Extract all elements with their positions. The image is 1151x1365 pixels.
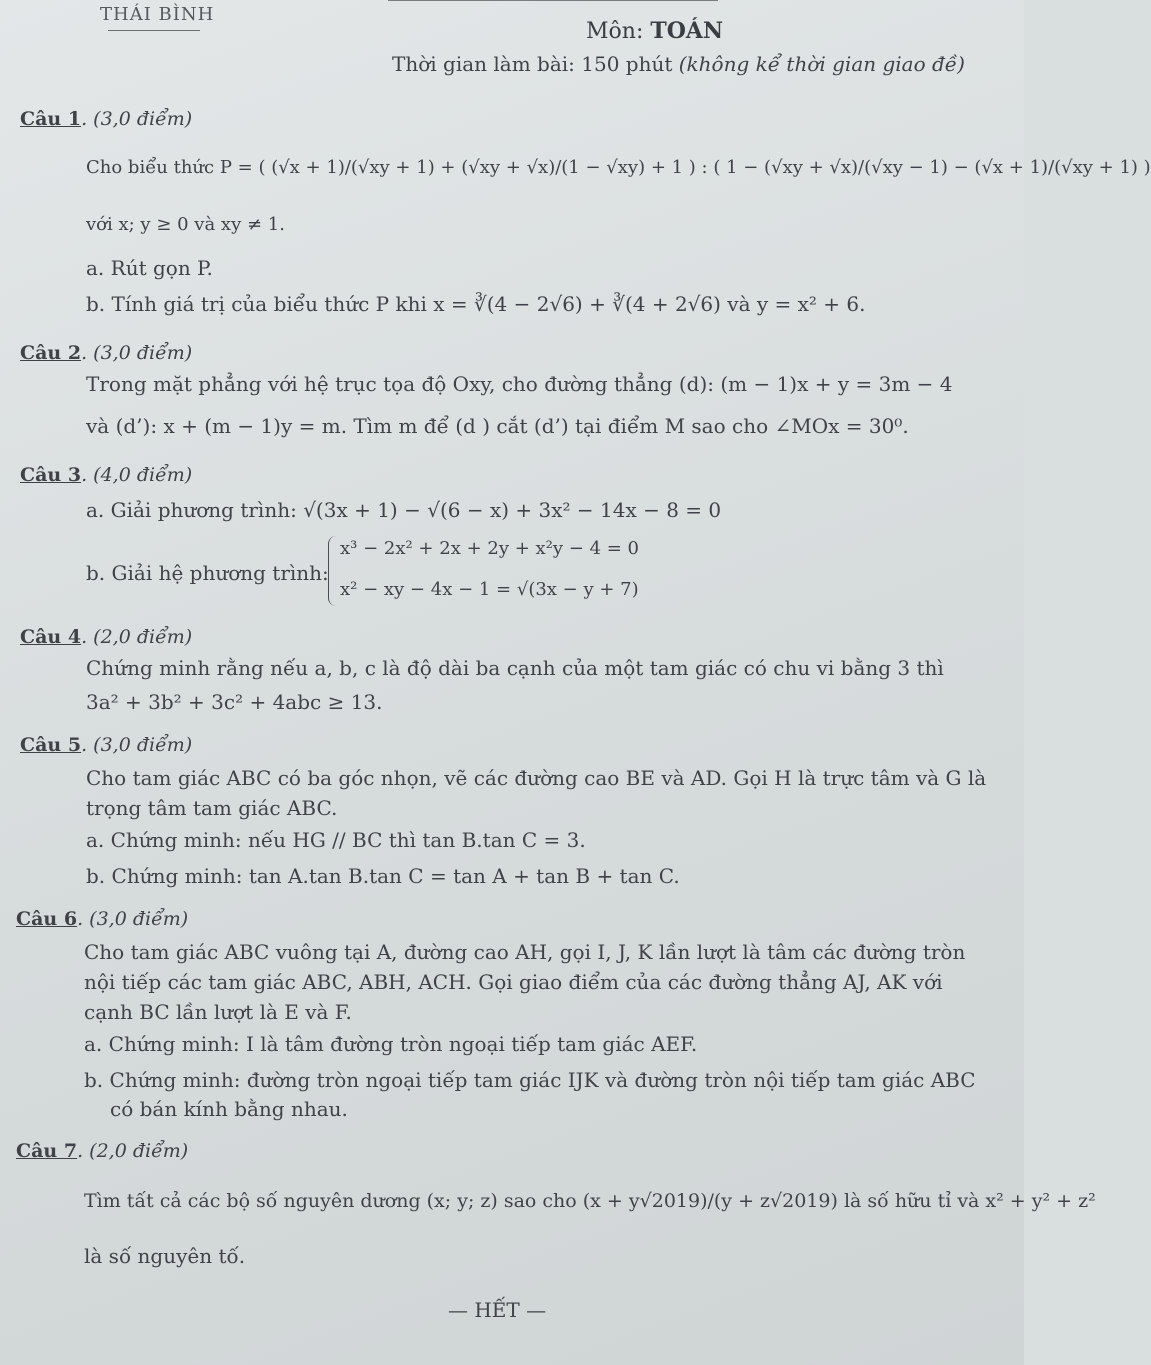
question-1-part-b: b. Tính giá trị của biểu thức P khi x = ∛(4 − 2√6) + ∛(4 + 2√6) và y = x² + 6. (86, 292, 866, 316)
question-7-heading: Câu 7. (2,0 điểm) (16, 1140, 189, 1162)
subject-label: Môn: (586, 19, 651, 44)
question-3-part-a: a. Giải phương trình: √(3x + 1) − √(6 − x) + 3x² − 14x − 8 = 0 (86, 498, 722, 522)
system-equation-1: x³ − 2x² + 2x + 2y + x²y − 4 = 0 (340, 538, 640, 559)
question-5-heading: Câu 5. (3,0 điểm) (20, 734, 193, 756)
subject-name: TOÁN (650, 18, 724, 44)
question-1-condition: với x; y ≥ 0 và xy ≠ 1. (86, 214, 285, 235)
question-3-part-b: b. Giải hệ phương trình: (86, 561, 329, 585)
question-3-heading: Câu 3. (4,0 điểm) (20, 464, 193, 486)
question-6-line-1: Cho tam giác ABC vuông tại A, đường cao AH, gọi I, J, K lần lượt là tâm các đường tròn (84, 940, 966, 964)
question-5-line-2: trọng tâm tam giác ABC. (86, 796, 338, 820)
question-1-expression: Cho biểu thức P = ( (√x + 1)/(√xy + 1) + (√xy + √x)/(1 − √xy) + 1 ) : ( 1 − (√xy + √x)/(√xy − 1) − (√x + 1)/(√xy + 1) ) (86, 157, 1151, 178)
question-1-part-a: a. Rút gọn P. (86, 256, 213, 280)
question-4-line-1: Chứng minh rằng nếu a, b, c là độ dài ba cạnh của một tam giác có chu vi bằng 3 thì (86, 656, 944, 680)
time-note: (không kể thời gian giao đề) (678, 52, 965, 76)
question-7-line-1: Tìm tất cả các bộ số nguyên dương (x; y; z) sao cho (x + y√2019)/(y + z√2019) là số hữu tỉ và x² + y² + z² (84, 1190, 1096, 1212)
system-brace (328, 536, 337, 606)
time-line (392, 52, 965, 76)
question-5-line-1: Cho tam giác ABC có ba góc nhọn, vẽ các đường cao BE và AD. Gọi H là trực tâm và G là (86, 766, 987, 790)
divider (108, 30, 200, 31)
end-marker: — HẾT — (448, 1298, 547, 1322)
question-2-heading: Câu 2. (3,0 điểm) (20, 342, 193, 364)
question-5-part-a: a. Chứng minh: nếu HG // BC thì tan B.tan C = 3. (86, 828, 586, 852)
question-4-line-2: 3a² + 3b² + 3c² + 4abc ≥ 13. (86, 690, 383, 714)
system-equation-2: x² − xy − 4x − 1 = √(3x − y + 7) (340, 579, 639, 600)
question-4-heading: Câu 4. (2,0 điểm) (20, 626, 193, 648)
question-6-part-a: a. Chứng minh: I là tâm đường tròn ngoại tiếp tam giác AEF. (84, 1032, 698, 1056)
question-2-line-2: và (d’): x + (m − 1)y = m. Tìm m để (d ) cắt (d’) tại điểm M sao cho ∠MOx = 30⁰. (86, 414, 909, 438)
subject-line (586, 18, 723, 44)
question-5-part-b: b. Chứng minh: tan A.tan B.tan C = tan A + tan B + tan C. (86, 864, 680, 888)
question-6-heading: Câu 6. (3,0 điểm) (16, 908, 189, 930)
question-7-line-2: là số nguyên tố. (84, 1244, 246, 1268)
question-1-heading: Câu 1. (3,0 điểm) (20, 108, 193, 130)
question-6-line-2: nội tiếp các tam giác ABC, ABH, ACH. Gọi giao điểm của các đường thẳng AJ, AK với (84, 970, 943, 994)
divider (388, 0, 718, 1)
time-text: Thời gian làm bài: 150 phút (392, 52, 679, 76)
question-6-part-b-cont: có bán kính bằng nhau. (110, 1097, 348, 1121)
province-name: THÁI BÌNH (100, 4, 215, 25)
question-6-line-3: cạnh BC lần lượt là E và F. (84, 1000, 352, 1024)
question-2-line-1: Trong mặt phẳng với hệ trục tọa độ Oxy, cho đường thẳng (d): (m − 1)x + y = 3m − 4 (86, 372, 953, 396)
question-6-part-b: b. Chứng minh: đường tròn ngoại tiếp tam giác IJK và đường tròn nội tiếp tam giác ABC (84, 1068, 976, 1092)
